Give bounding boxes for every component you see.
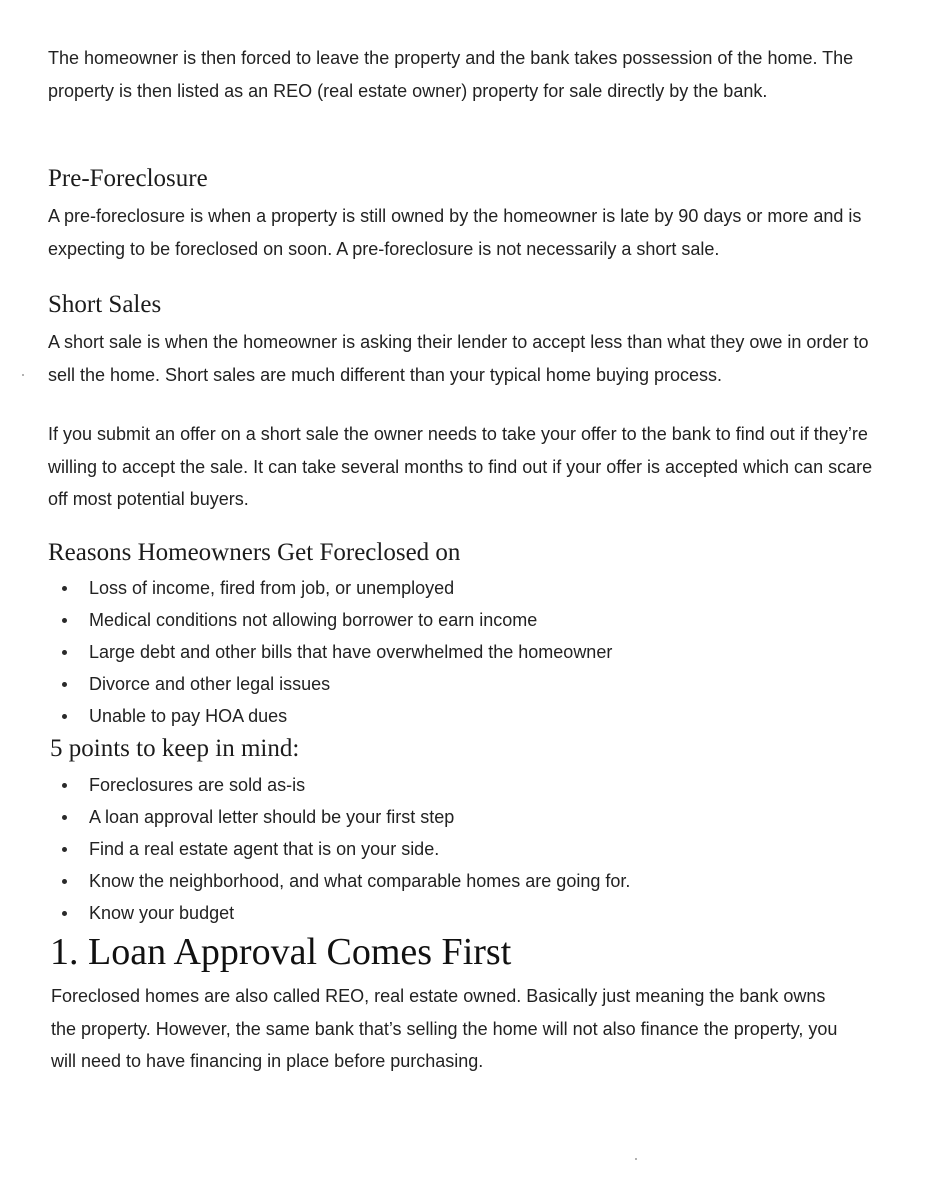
loan-approval-paragraph: Foreclosed homes are also called REO, real estate owned. Basically just meaning the bank owns the property. However, the same bank that’s selling the home will not also finance the property, you will need to have financing in place before purchasing. [51, 986, 838, 1071]
reasons-heading: Reasons Homeowners Get Foreclosed on [48, 539, 461, 566]
list-item [48, 604, 612, 636]
list-item-text: Large debt and other bills that have overwhelmed the homeowner [89, 642, 613, 662]
bullet-icon [62, 911, 67, 916]
bullet-icon [62, 618, 67, 623]
list-item [48, 572, 612, 604]
list-item-text: Foreclosures are sold as-is [89, 775, 306, 795]
short-sales-paragraph-2: If you submit an offer on a short sale the owner needs to take your offer to the bank to find out if they’re willing to accept the sale. It can take several months to find out if your offer is accepted which can scare off most potential buyers. [48, 424, 873, 509]
bullet-icon [62, 650, 67, 655]
pre-foreclosure-heading: Pre-Foreclosure [48, 165, 208, 192]
bullet-icon [62, 586, 67, 591]
list-item-text: Know your budget [89, 903, 235, 923]
list-item-text: Find a real estate agent that is on your side. [89, 839, 440, 859]
points-heading: 5 points to keep in mind: [50, 735, 300, 762]
scan-speck [635, 1158, 637, 1160]
list-item-text: Medical conditions not allowing borrower to earn income [89, 610, 538, 630]
reasons-list [48, 572, 612, 732]
list-item-text: Loss of income, fired from job, or unemployed [89, 578, 455, 598]
list-item [48, 833, 630, 865]
bullet-icon [62, 783, 67, 788]
bullet-icon [62, 879, 67, 884]
pre-foreclosure-paragraph: A pre-foreclosure is when a property is still owned by the homeowner is late by 90 days or more and is expecting to be foreclosed on soon. A pre-foreclosure is not necessarily a short sale. [48, 206, 862, 259]
list-item [48, 897, 630, 929]
list-item-text: Know the neighborhood, and what comparable homes are going for. [89, 871, 631, 891]
list-item [48, 801, 630, 833]
list-item [48, 865, 630, 897]
short-sales-heading: Short Sales [48, 291, 162, 318]
short-sales-paragraph-1: A short sale is when the homeowner is asking their lender to accept less than what they owe in order to sell the home. Short sales are much different than your typical home buying process. [48, 332, 869, 385]
list-item-text: A loan approval letter should be your first step [89, 807, 455, 827]
loan-approval-heading: 1. Loan Approval Comes First [50, 931, 512, 973]
scan-speck [22, 374, 24, 376]
bullet-icon [62, 714, 67, 719]
bullet-icon [62, 847, 67, 852]
bullet-icon [62, 815, 67, 820]
list-item [48, 700, 612, 732]
list-item [48, 769, 630, 801]
bullet-icon [62, 682, 67, 687]
list-item [48, 668, 612, 700]
list-item-text: Divorce and other legal issues [89, 674, 331, 694]
points-list [48, 769, 630, 929]
list-item-text: Unable to pay HOA dues [89, 706, 288, 726]
list-item [48, 636, 612, 668]
intro-paragraph: The homeowner is then forced to leave the property and the bank takes possession of the home. The property is then listed as an REO (real estate owner) property for sale directly by the bank. [48, 48, 854, 101]
